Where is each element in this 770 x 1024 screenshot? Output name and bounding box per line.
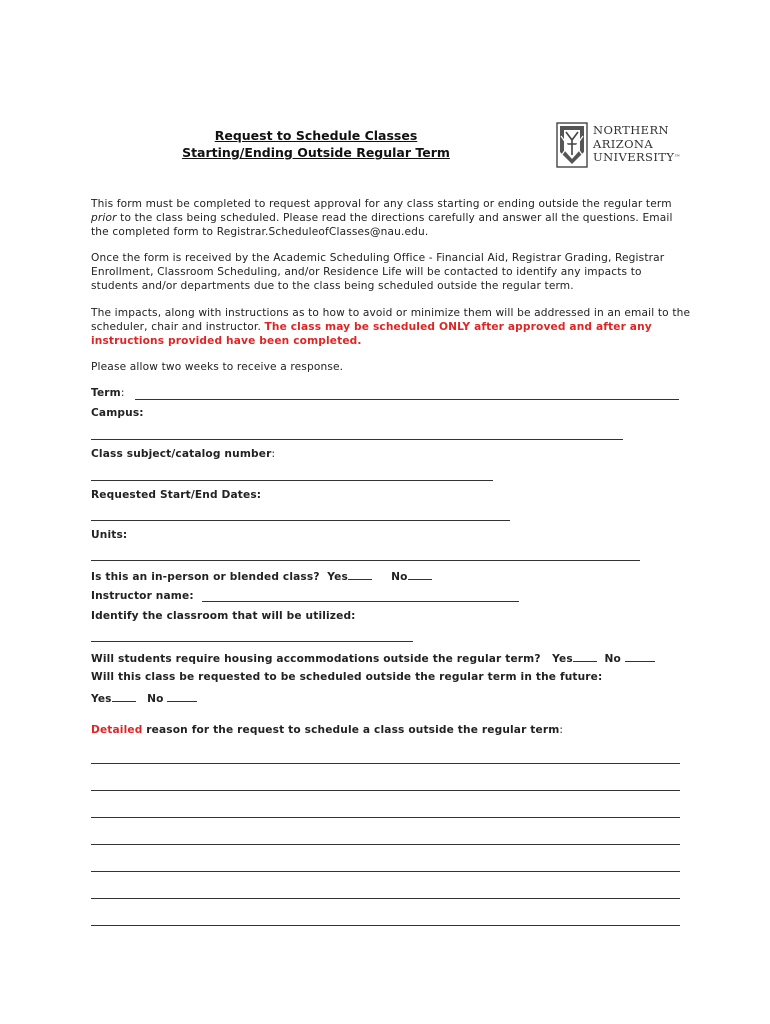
class-subject-input-line[interactable] [91,480,493,481]
in-person-question-text: Is this an in-person or blended class? [91,571,320,583]
reason-line-6[interactable] [91,898,680,899]
form-title [130,127,502,161]
term-label [91,386,125,400]
intro-p1-text-b: to the class being scheduled. Please read the directions carefully and answer all the questions. Email the completed form to Registrar.ScheduleofClasses@nau.edu. [91,212,673,238]
future-no-label: No [147,693,164,705]
housing-question-text: Will students require housing accommodations outside the regular term? [91,653,541,665]
in-person-question [91,568,432,584]
intro-paragraph-3 [91,306,691,348]
intro-p3-text: The impacts, along with instructions as to how to avoid or minimize them will be addressed in an email to the scheduler, chair and instructor. [91,307,691,333]
instructor-input-line[interactable] [202,601,519,602]
future-answers [91,690,197,706]
units-input-line[interactable] [91,560,640,561]
title-line-2: Starting/Ending Outside Regular Term [182,145,450,160]
instructor-label: Instructor name: [91,590,194,602]
housing-yes-label: Yes [552,653,573,665]
housing-yes-blank[interactable] [573,650,597,662]
in-person-no-blank[interactable] [408,568,432,580]
class-subject-label [91,447,275,461]
in-person-yes-blank[interactable] [348,568,372,580]
future-no-blank[interactable] [167,690,197,702]
intro-p1-prior: prior [91,212,117,224]
reason-line-2[interactable] [91,790,680,791]
term-colon: : [120,387,125,399]
reason-line-4[interactable] [91,844,680,845]
future-yes-label: Yes [91,693,112,705]
campus-input-line[interactable] [91,439,623,440]
units-label: Units: [91,529,128,541]
reason-line-7[interactable] [91,925,680,926]
reason-colon: : [559,724,564,736]
in-person-no-label: No [391,571,408,583]
logo-line-1: NORTHERN [593,123,669,137]
nau-logo [556,122,686,168]
class-subject-colon: : [271,448,276,460]
dates-input-line[interactable] [91,520,510,521]
classroom-label: Identify the classroom that will be utilized: [91,610,356,622]
intro-paragraph-2: Once the form is received by the Academic Scheduling Office - Financial Aid, Registrar Grading, Registrar Enrollment, Classroom Scheduling, and/or Residence Life will be contacted to identify any impacts to students and/or departments due to the class being scheduled outside the regular term. [91,252,665,292]
logo-line-2: ARIZONA [593,136,654,151]
logo-wordmark [593,124,681,165]
reason-line-1[interactable] [91,763,680,764]
reason-line-5[interactable] [91,871,680,872]
intro-paragraph-1 [91,197,691,239]
classroom-input-line[interactable] [91,641,413,642]
reason-label [91,723,563,737]
term-label-text: Term [91,387,121,399]
term-input-line[interactable] [135,399,679,400]
campus-label: Campus: [91,407,144,419]
reason-label-text: reason for the request to schedule a class outside the regular term [142,724,560,736]
logo-tm: ™ [674,154,681,161]
reason-line-3[interactable] [91,817,680,818]
logo-line-3: UNIVERSITY [593,150,675,164]
housing-no-blank[interactable] [625,650,655,662]
future-yes-blank[interactable] [112,690,136,702]
reason-label-detailed: Detailed [91,724,143,736]
housing-no-label: No [604,653,621,665]
dates-label: Requested Start/End Dates: [91,489,262,501]
intro-p3-warning: The class may be scheduled ONLY after approved and after any instructions provided have been completed. [91,321,652,347]
intro-paragraph-4: Please allow two weeks to receive a response. [91,361,344,373]
title-line-1: Request to Schedule Classes [214,128,418,143]
future-question: Will this class be requested to be scheduled outside the regular term in the future: [91,671,603,683]
in-person-yes-label: Yes [327,571,348,583]
housing-question [91,650,655,666]
nau-shield-icon [556,122,588,168]
intro-p1-text-a: This form must be completed to request approval for any class starting or ending outside the regular term [91,198,672,210]
class-subject-label-text: Class subject/catalog number [91,448,272,460]
